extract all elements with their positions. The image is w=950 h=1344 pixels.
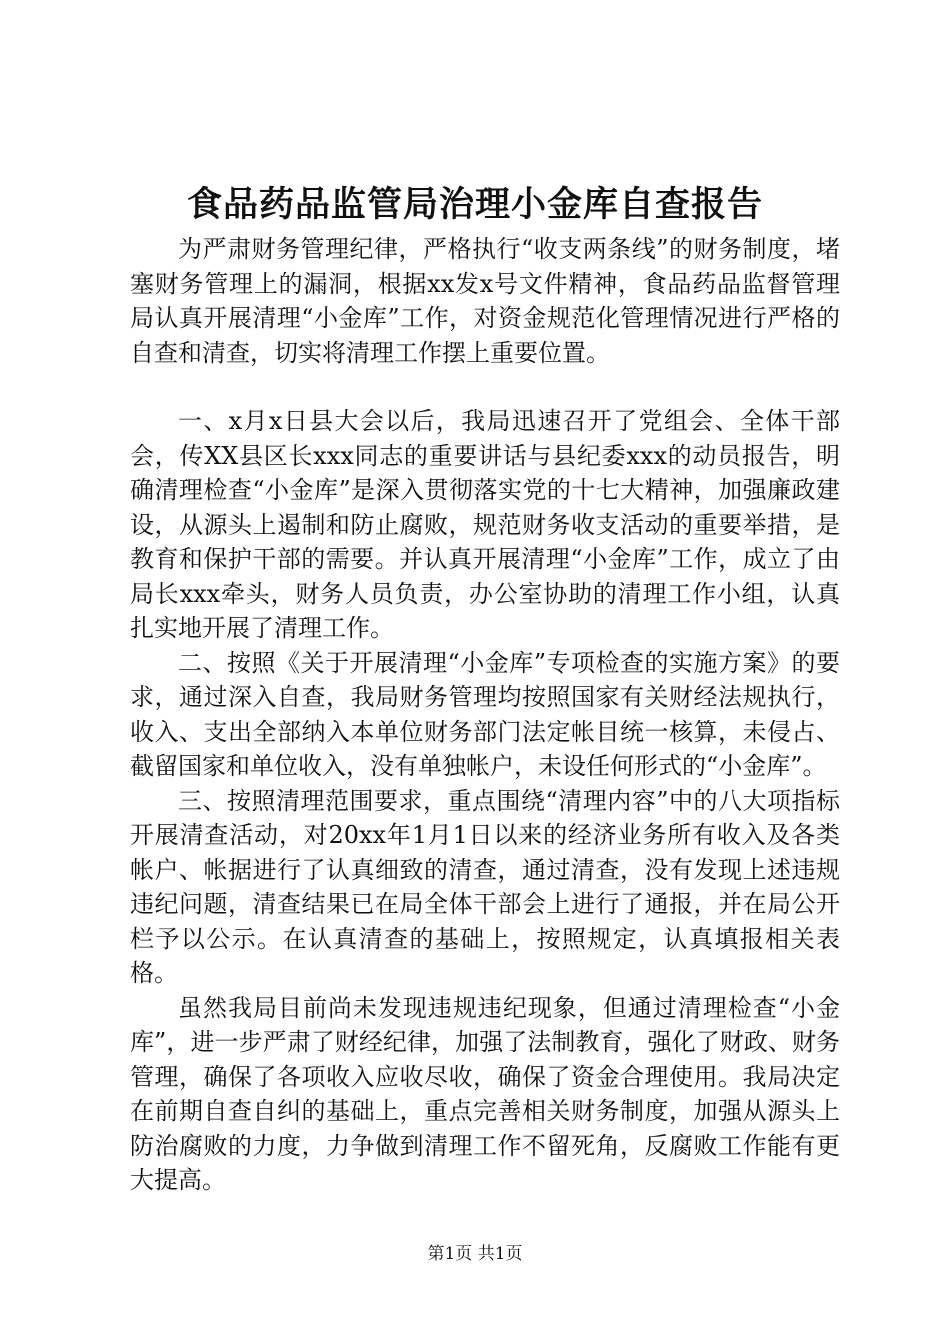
intro-paragraph: 为严肃财务管理纪律，严格执行“收支两条线”的财务制度，堵塞财务管理上的漏洞，根据xx发x号文件精神，食品药品监督管理局认真开展清理“小金库”工作，对资金规范化管理情况进行严格的自查和清查，切实将清理工作摆上重要位置。 (130, 235, 840, 367)
section-two-paragraph: 二、按照《关于开展清理“小金库”专项检查的实施方案》的要求，通过深入自查，我局财务管理均按照国家有关财经法规执行，收入、支出全部纳入本单位财务部门法定帐目统一核算，未侵占、截留国家和单位收入，没有单独帐户，未设任何形式的“小金库”。 (130, 648, 840, 780)
document-title: 食品药品监管局治理小金库自查报告 (186, 184, 763, 225)
section-one-paragraph: 一、x月x日县大会以后，我局迅速召开了党组会、全体干部会，传XX县区长xxx同志的重要讲话与县纪委xxx的动员报告，明确清理检查“小金库”是深入贯彻落实党的十七大精神，加强廉政建设，从源头上遏制和防止腐败，规范财务收支活动的重要举措，是教育和保护干部的需要。并认真开展清理“小金库”工作，成立了由局长xxx牵头，财务人员负责，办公室协助的清理工作小组，认真扎实地开展了清理工作。 (130, 407, 840, 642)
document-body (130, 232, 840, 1198)
section-three-paragraph: 三、按照清理范围要求，重点围绕“清理内容”中的八大项指标开展清查活动，对20xx年1月1日以来的经济业务所有收入及各类帐户、帐据进行了认真细致的清查，通过清查，没有发现上述违规违纪问题，清查结果已在局全体干部会上进行了通报，并在局公开栏予以公示。在认真清查的基础上，按照规定，认真填报相关表格。 (130, 786, 840, 987)
page-number-footer: 第1页 共1页 (427, 1244, 523, 1264)
conclusion-paragraph: 虽然我局目前尚未发现违规违纪现象，但通过清理检查“小金库”，进一步严肃了财经纪律，加强了法制教育，强化了财政、财务管理，确保了各项收入应收尽收，确保了资金合理使用。我局决定在前期自查自纠的基础上，重点完善相关财务制度，加强从源头上防治腐败的力度，力争做到清理工作不留死角，反腐败工作能有更大提高。 (130, 993, 840, 1194)
